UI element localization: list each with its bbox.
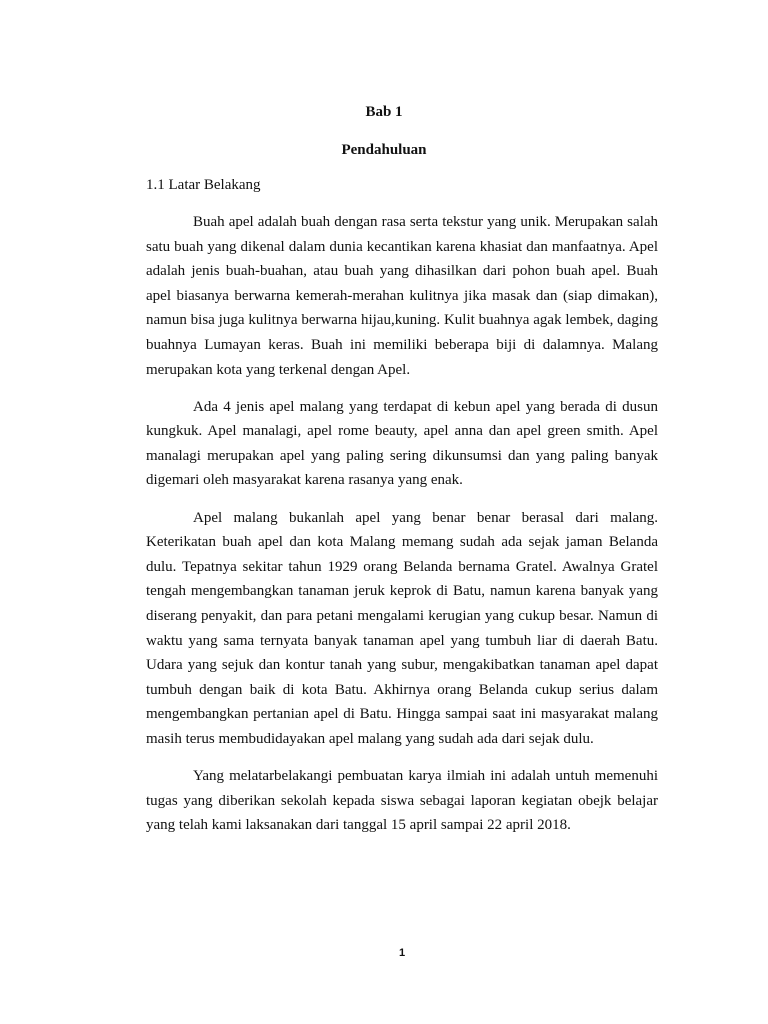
paragraph-1: Buah apel adalah buah dengan rasa serta tekstur yang unik. Merupakan salah satu buah yang dikenal dalam dunia kecantikan karena khasiat dan manfaatnya. Apel adalah jenis buah-buahan, atau buah yang dihasilkan dari pohon buah apel. Buah apel biasanya berwarna kemerah-merahan kulitnya jika masak dan (siap dimakan), namun bisa juga kulitnya berwarna hijau,kuning. Kulit buahnya agak lembek, daging buahnya Lumayan keras. Buah ini memiliki beberapa biji di dalamnya. Malang merupakan kota yang terkenal dengan Apel. — [146, 214, 658, 378]
page-number: 1 — [398, 947, 406, 959]
paragraph-4: Yang melatarbelakangi pembuatan karya ilmiah ini adalah untuh memenuhi tugas yang diberikan sekolah kepada siswa sebagai laporan kegiatan obejk belajar yang telah kami laksanakan dari tanggal 15 april sampai 22 april 2018. — [146, 767, 658, 834]
chapter-title: Pendahuluan — [341, 142, 427, 158]
paragraph-3: Apel malang bukanlah apel yang benar benar berasal dari malang. Keterikatan buah apel dan kota Malang memang sudah ada sejak jaman Belanda dulu. Tepatnya sekitar tahun 1929 orang Belanda bernama Gratel. Awalnya Gratel tengah mengembangkan tanaman jeruk keprok di Batu, namun karena banyak yang diserang penyakit, dan para petani mengalami kerugian yang cukup besar. Namun di waktu yang sama ternyata banyak tanaman apel yang tumbuh liar di daerah Batu. Udara yang sejuk dan kontur tanah yang subur, mengakibatkan tanaman apel dapat tumbuh dengan baik di kota Batu. Akhirnya orang Belanda cukup serius dalam mengembangkan pertanian apel di Batu. Hingga sampai saat ini masyarakat malang masih terus membudidayakan apel malang yang sudah ada dari sejak dulu. — [146, 509, 658, 747]
section-heading: 1.1 Latar Belakang — [146, 177, 261, 193]
chapter-number: Bab 1 — [365, 104, 403, 120]
paragraph-2: Ada 4 jenis apel malang yang terdapat di kebun apel yang berada di dusun kungkuk. Apel manalagi, apel rome beauty, apel anna dan apel green smith. Apel manalagi merupakan apel yang paling sering dikunsumsi dan yang paling banyak digemari oleh masyarakat karena rasanya yang enak. — [146, 398, 658, 489]
body-text — [146, 210, 658, 850]
